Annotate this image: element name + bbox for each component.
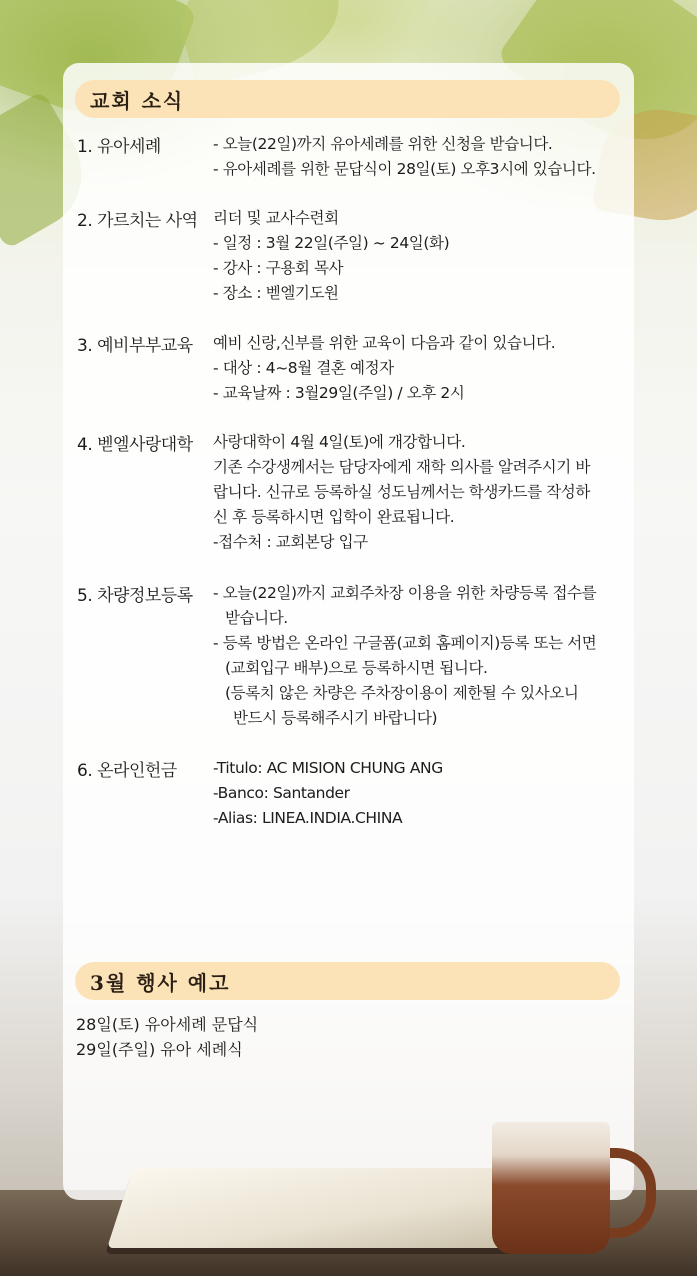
event-item: 29일(주일) 유아 세례식 (76, 1040, 243, 1059)
item-line: 반드시 등록해주시기 바랍니다) (233, 709, 438, 727)
item-body (213, 581, 596, 731)
item-line: - 교육날짜 : 3월29일(주일) / 오후 2시 (213, 384, 465, 402)
item-body (213, 430, 590, 555)
coffee-cup-image (492, 1122, 610, 1254)
section-header-march-events (75, 962, 620, 1000)
event-item: 28일(토) 유아세례 문답식 (76, 1015, 259, 1034)
section-header-church-news (75, 80, 620, 118)
section-title: 3월 행사 예고 (90, 970, 231, 995)
item-line: - 대상 : 4~8월 결혼 예정자 (213, 359, 394, 377)
item-line: - 오늘(22일)까지 교회주차장 이용을 위한 차량등록 접수를 (213, 584, 597, 602)
item-body (213, 132, 596, 182)
item-title: 6. 온라인헌금 (77, 761, 177, 781)
section-title: 교회 소식 (90, 88, 185, 113)
item-line: - 등록 방법은 온라인 구글폼(교회 홈페이지)등록 또는 서면 (213, 634, 597, 652)
item-line: - 강사 : 구용회 목사 (213, 259, 344, 277)
item-title: 1. 유아세례 (77, 137, 161, 157)
item-title: 3. 예비부부교육 (77, 336, 193, 356)
item-line: - 일정 : 3월 22일(주일) ~ 24일(화) (213, 234, 450, 252)
open-book-image (107, 1168, 553, 1248)
item-line: 예비 신랑,신부를 위한 교육이 다음과 같이 있습니다. (213, 334, 556, 352)
item-line: 기존 수강생께서는 담당자에게 재학 의사를 알려주시기 바 (213, 458, 590, 476)
item-line: - 장소 : 벧엘기도원 (213, 284, 339, 302)
item-line: (등록치 않은 차량은 주차장이용이 제한될 수 있사오니 (225, 684, 579, 702)
item-line: -Titulo: AC MISION CHUNG ANG (213, 759, 443, 777)
item-line: 리더 및 교사수련회 (213, 209, 339, 227)
item-line: - 오늘(22일)까지 유아세례를 위한 신청을 받습니다. (213, 135, 553, 153)
item-line: (교회입구 배부)으로 등록하시면 됩니다. (225, 659, 488, 677)
item-title: 2. 가르치는 사역 (77, 211, 198, 231)
item-line: 신 후 등록하시면 입학이 완료됩니다. (213, 508, 455, 526)
item-line: -Banco: Santander (213, 784, 350, 802)
item-body (213, 756, 443, 831)
item-line: 랍니다. 신규로 등록하실 성도님께서는 학생카드를 작성하 (213, 483, 590, 501)
item-body (213, 206, 449, 306)
item-title: 4. 벧엘사랑대학 (77, 435, 193, 455)
item-body (213, 331, 555, 406)
event-list (76, 1012, 258, 1062)
item-line: 사랑대학이 4월 4일(토)에 개강합니다. (213, 433, 466, 451)
item-line: 받습니다. (225, 609, 288, 627)
item-title: 5. 차량정보등록 (77, 586, 193, 606)
item-line: -Alias: LINEA.INDIA.CHINA (213, 809, 403, 827)
item-line: -접수처 : 교회본당 입구 (213, 533, 368, 551)
item-line: - 유아세례를 위한 문답식이 28일(토) 오후3시에 있습니다. (213, 160, 596, 178)
